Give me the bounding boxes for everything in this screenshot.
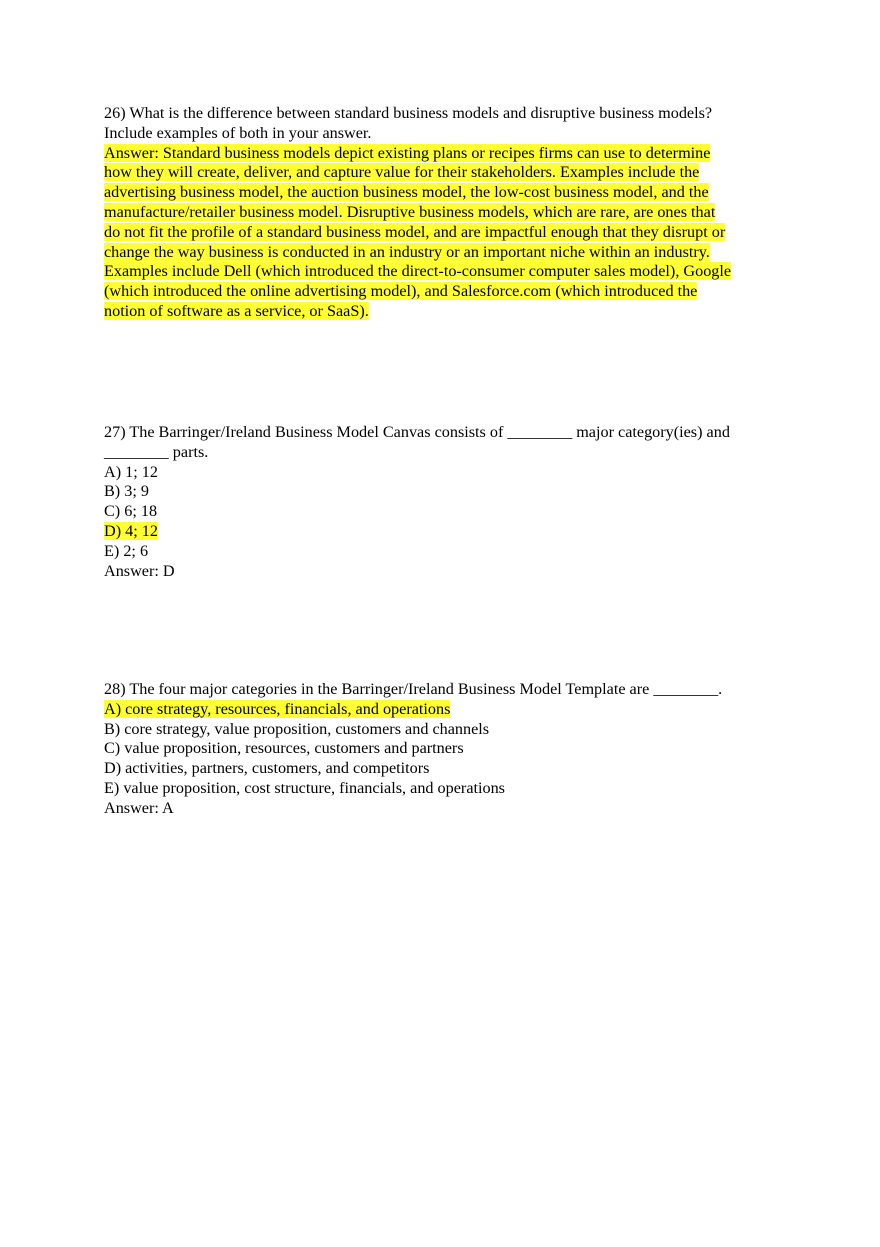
- highlight-mark: Examples include Dell (which introduced the direct-to-consumer computer sales model), Google: [104, 262, 732, 281]
- option-c: C) value proposition, resources, customers and partners: [104, 739, 464, 758]
- option-d: [104, 522, 794, 542]
- option-b: B) core strategy, value proposition, customers and channels: [104, 719, 490, 738]
- question-stem-line: 26) What is the difference between standard business models and disruptive business models?: [104, 104, 713, 122]
- highlight-mark: A) core strategy, resources, financials, and operations: [104, 699, 451, 718]
- highlight-mark: do not fit the profile of a standard business model, and are impactful enough that they disrupt or: [104, 222, 726, 241]
- highlight-mark: D) 4; 12: [104, 521, 158, 540]
- answer-line: [104, 282, 794, 302]
- option-a: [104, 700, 794, 720]
- answer-key: Answer: D: [104, 561, 175, 580]
- question-stem-line: ________ parts.: [104, 442, 209, 461]
- answer-line: [104, 144, 794, 164]
- answer-line: [104, 163, 794, 183]
- option-b: B) 3; 9: [104, 482, 149, 501]
- option-e: E) 2; 6: [104, 541, 149, 560]
- option-a: A) 1; 12: [104, 462, 158, 481]
- option-d: D) activities, partners, customers, and competitors: [104, 759, 430, 778]
- option-c: C) 6; 18: [104, 502, 158, 521]
- question-27: [104, 423, 794, 581]
- highlight-mark: notion of software as a service, or SaaS).: [104, 301, 369, 320]
- question-26: [104, 104, 794, 322]
- highlight-mark: Answer: Standard business models depict existing plans or recipes firms can use to determine: [104, 143, 711, 162]
- answer-key: Answer: A: [104, 798, 174, 817]
- answer-line: [104, 302, 794, 322]
- option-e: E) value proposition, cost structure, financials, and operations: [104, 778, 505, 797]
- answer-line: [104, 203, 794, 223]
- highlight-mark: manufacture/retailer business model. Disruptive business models, which are rare, are ones that: [104, 202, 716, 221]
- highlight-mark: how they will create, deliver, and capture value for their stakeholders. Examples include the: [104, 163, 700, 182]
- answer-line: [104, 223, 794, 243]
- answer-line: [104, 262, 794, 282]
- question-28: [104, 680, 794, 819]
- question-stem-line: 28) The four major categories in the Barringer/Ireland Business Model Template are ________.: [104, 680, 723, 698]
- question-stem-line: Include examples of both in your answer.: [104, 123, 372, 142]
- highlight-mark: (which introduced the online advertising model), and Salesforce.com (which introduced the: [104, 282, 698, 301]
- question-stem-line: 27) The Barringer/Ireland Business Model Canvas consists of ________ major category(ies) and: [104, 423, 730, 441]
- highlight-mark: change the way business is conducted in an industry or an important niche within an industry.: [104, 242, 710, 261]
- answer-line: [104, 183, 794, 203]
- highlight-mark: advertising business model, the auction business model, the low-cost business model, and the: [104, 183, 709, 202]
- answer-line: [104, 243, 794, 263]
